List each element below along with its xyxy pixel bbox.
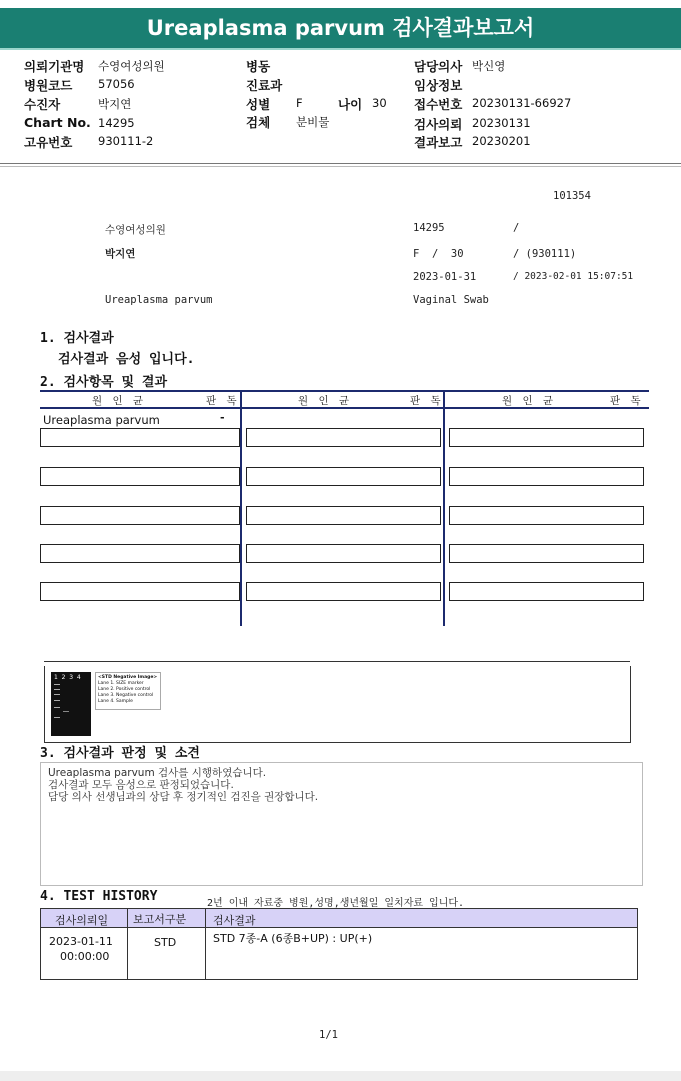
history-table <box>40 908 638 980</box>
header-label: 의뢰기관명 <box>24 59 85 74</box>
legend-title: <STD Negative Image> <box>98 675 158 680</box>
lane-numbers: 1 2 3 4 <box>54 674 81 681</box>
result-cell <box>449 582 644 601</box>
legend-line: Lane 2. Positive control <box>98 687 151 692</box>
report-code: 101354 <box>553 190 591 202</box>
legend-line: Lane 3. Negative control <box>98 693 154 698</box>
birth-date: / (930111) <box>513 248 577 260</box>
result-cell <box>246 544 441 563</box>
header-label: 담당의사 <box>414 59 463 74</box>
header-divider <box>0 166 681 167</box>
header-label: 병원코드 <box>24 78 73 93</box>
column-divider <box>443 390 445 626</box>
opinion-line: Ureaplasma parvum 검사를 시행하였습니다. <box>48 767 267 779</box>
image-divider <box>44 661 630 662</box>
history-type: STD <box>154 936 177 949</box>
gel-electrophoresis-image <box>51 672 91 736</box>
header-value: F <box>296 96 303 110</box>
table-top-line <box>40 390 649 392</box>
section4-heading: 4. TEST HISTORY <box>40 889 158 904</box>
section3-heading: 3. 검사결과 판정 및 소견 <box>40 746 200 761</box>
header-label: 검체 <box>246 115 271 130</box>
page-number: 1/1 <box>319 1029 338 1041</box>
result-cell <box>246 582 441 601</box>
result-cell <box>246 467 441 486</box>
separator: / <box>513 222 520 234</box>
header-value: 930111-2 <box>98 134 154 148</box>
clinic-name: 수영여성의원 <box>105 224 166 236</box>
result-cell <box>40 582 240 601</box>
pathogen-name: Ureaplasma parvum <box>43 413 160 427</box>
header-label: 수진자 <box>24 97 61 112</box>
result-summary: 검사결과 음성 입니다. <box>58 352 195 367</box>
patient-name: 박지연 <box>105 248 136 260</box>
chart-number: 14295 <box>413 222 445 234</box>
col-header-pathogen: 원 인 균 <box>298 395 352 407</box>
header-label: 성별 <box>246 97 271 112</box>
column-divider <box>240 390 242 626</box>
judgement-result: - <box>220 411 225 424</box>
header-value: 분비물 <box>296 115 330 129</box>
result-cell <box>246 506 441 525</box>
col-header-pathogen: 원 인 균 <box>92 395 146 407</box>
header-value: 박지연 <box>98 97 132 111</box>
header-value: 20230131 <box>472 116 531 130</box>
col-header-judgement: 판 독 <box>610 395 643 407</box>
col-header-pathogen: 원 인 균 <box>502 395 556 407</box>
gel-legend <box>95 672 161 710</box>
header-label: 결과보고 <box>414 135 463 150</box>
history-result: STD 7종-A (6종B+UP) : UP(+) <box>213 932 373 945</box>
header-value: 14295 <box>98 116 135 130</box>
age-value: 30 <box>372 96 387 110</box>
col-header-judgement: 판 독 <box>206 395 239 407</box>
specimen-type: Vaginal Swab <box>413 294 489 306</box>
history-col-header: 검사의뢰일 <box>55 914 109 927</box>
result-cell <box>40 467 240 486</box>
opinion-line: 담당 의사 선생님과의 상담 후 정기적인 검진을 권장합니다. <box>48 791 319 803</box>
history-date: 2023-01-11 <box>49 935 113 948</box>
result-cell <box>449 544 644 563</box>
history-header-row <box>41 909 637 927</box>
request-date: 2023-01-31 <box>413 271 477 283</box>
history-col-header: 검사결과 <box>213 914 256 927</box>
footer-bar <box>0 1071 681 1081</box>
section1-heading: 1. 검사결과 <box>40 331 114 346</box>
header-label: 병동 <box>246 59 271 74</box>
test-name: Ureaplasma parvum <box>105 294 213 306</box>
header-value: 수영여성의원 <box>98 59 165 73</box>
header-label: 고유번호 <box>24 135 73 150</box>
report-header <box>0 51 681 163</box>
result-cell <box>40 428 240 447</box>
report-datetime: / 2023-02-01 15:07:51 <box>513 271 634 282</box>
result-cell <box>40 544 240 563</box>
legend-line: Lane 4. Sample <box>98 699 133 704</box>
header-label: 접수번호 <box>414 97 463 112</box>
header-value: 57056 <box>98 77 135 91</box>
header-value: 박신영 <box>472 59 506 73</box>
history-col-header: 보고서구분 <box>133 913 187 926</box>
section2-heading: 2. 검사항목 및 결과 <box>40 375 168 390</box>
header-label: Chart No. <box>24 115 91 130</box>
history-time: 00:00:00 <box>60 950 110 963</box>
sex-age: F / 30 <box>413 248 464 260</box>
history-note: 2년 이내 자료중 병원,성명,생년월일 일치자료 입니다. <box>207 898 465 909</box>
opinion-box <box>40 762 643 886</box>
result-cell <box>449 428 644 447</box>
col-header-judgement: 판 독 <box>410 395 443 407</box>
header-divider <box>0 163 681 164</box>
result-cell <box>449 467 644 486</box>
header-value: 20230201 <box>472 134 531 148</box>
age-label: 나이 <box>338 97 363 112</box>
header-value: 20230131-66927 <box>472 96 572 110</box>
header-label: 임상정보 <box>414 78 463 93</box>
header-label: 검사의뢰 <box>414 117 463 132</box>
report-title: Ureaplasma parvum 검사결과보고서 <box>0 8 681 48</box>
result-cell <box>449 506 644 525</box>
legend-line: Lane 1. SIZE marker <box>98 681 144 686</box>
title-underline <box>0 48 681 50</box>
header-label: 진료과 <box>246 78 283 93</box>
opinion-line: 검사결과 모두 음성으로 판정되었습니다. <box>48 779 234 791</box>
result-cell <box>40 506 240 525</box>
result-cell <box>246 428 441 447</box>
